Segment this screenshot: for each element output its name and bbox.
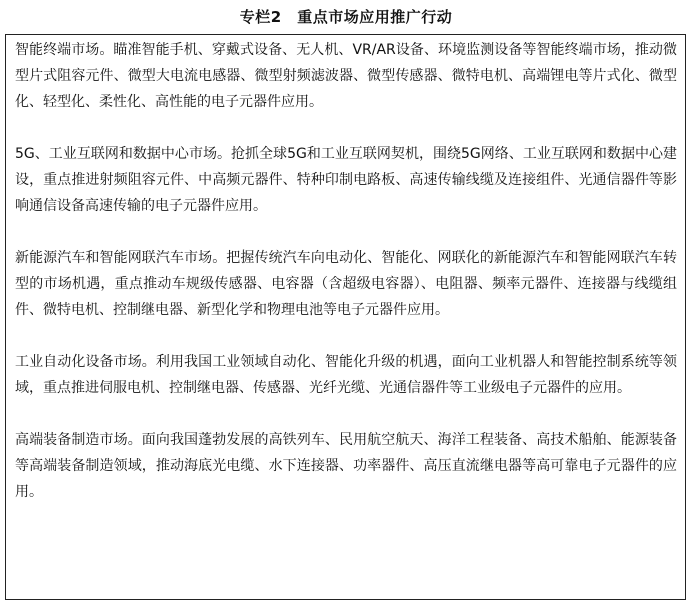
content-box: [5, 34, 686, 600]
paragraph-industrial-automation-market: 工业自动化设备市场。利用我国工业领域自动化、智能化升级的机遇，面向工业机器人和智能控制系统等领域，重点推进伺服电机、控制继电器、传感器、光纤光缆、光通信器件等工业级电子元器件的应用。: [15, 354, 677, 396]
paragraph-5g-industrial-internet-market: 5G、工业互联网和数据中心市场。抢抓全球5G和工业互联网契机，围绕5G网络、工业互联网和数据中心建设，重点推进射频阻容元件、中高频元器件、特种印制电路板、高速传输线缆及连接组件、光通信器件等影响通信设备高速传输的电子元器件应用。: [15, 146, 677, 214]
box-title: 专栏2 重点市场应用推广行动: [239, 8, 453, 26]
paragraph-high-end-equipment-market: 高端装备制造市场。面向我国蓬勃发展的高铁列车、民用航空航天、海洋工程装备、高技术船舶、能源装备等高端装备制造领域，推动海底光电缆、水下连接器、功率器件、高压直流继电器等高可靠电子元器件的应用。: [15, 432, 677, 500]
paragraph-smart-terminal-market: 智能终端市场。瞄准智能手机、穿戴式设备、无人机、VR/AR设备、环境监测设备等智能终端市场，推动微型片式阻容元件、微型大电流电感器、微型射频滤波器、微型传感器、微特电机、高端锂电等片式化、微型化、轻型化、柔性化、高性能的电子元器件应用。: [15, 42, 677, 110]
paragraph-new-energy-vehicle-market: 新能源汽车和智能网联汽车市场。把握传统汽车向电动化、智能化、网联化的新能源汽车和智能网联汽车转型的市场机遇，重点推动车规级传感器、电容器（含超级电容器）、电阻器、频率元器件、连接器与线缆组件、微特电机、控制继电器、新型化学和物理电池等电子元器件应用。: [15, 250, 677, 318]
